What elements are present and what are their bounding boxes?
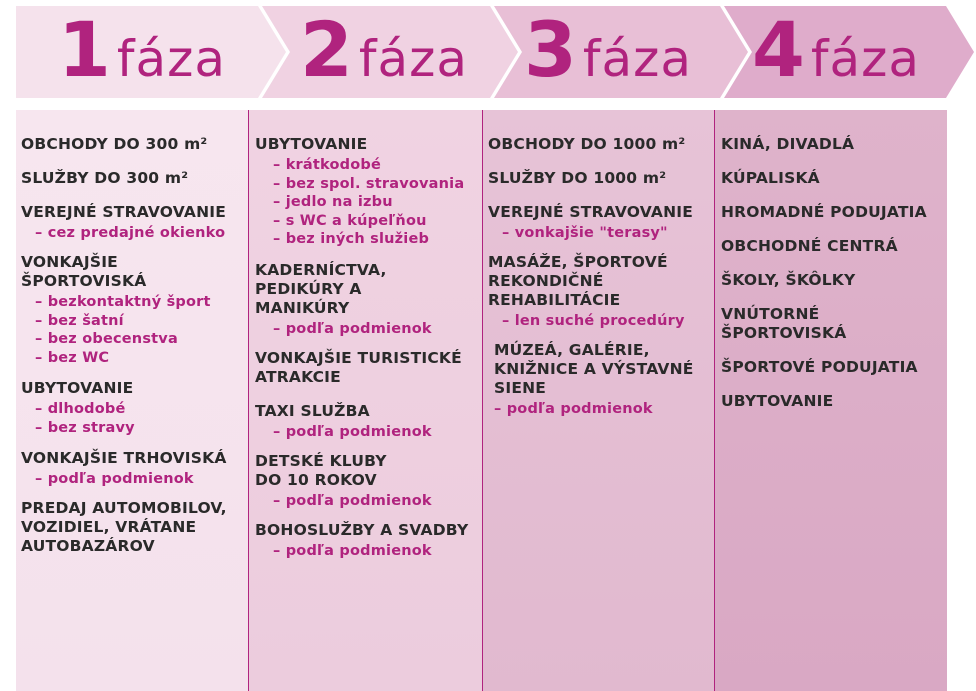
condition-item: – bez iných služieb	[273, 231, 430, 247]
phase-word: fáza	[810, 30, 921, 88]
phase-number: 3	[524, 5, 575, 94]
condition-item: – bez spol. stravovania	[273, 175, 465, 192]
phase-word: fáza	[358, 30, 469, 88]
phase-word: fáza	[582, 30, 693, 88]
condition-item: – bez stravy	[35, 419, 135, 436]
condition-list	[488, 224, 714, 243]
condition-list	[255, 542, 482, 561]
condition-item: – len suché procedúry	[502, 313, 685, 329]
category-title: ŠKOLY, ŠKÔLKY	[721, 271, 856, 289]
condition-list	[21, 293, 248, 367]
condition-item: – bez obecenstva	[35, 331, 178, 347]
condition-list	[255, 156, 482, 249]
phase-header	[0, 0, 976, 98]
condition-item: – podľa podmienok	[35, 471, 194, 487]
category-title: VNÚTORNÉ ŠPORTOVISKÁ	[721, 305, 847, 342]
condition-item: – krátkodobé	[273, 157, 381, 173]
category-title: PREDAJ AUTOMOBILOV, VOZIDIEL, VRÁTANE AUTOBAZÁROV	[21, 499, 227, 555]
condition-list	[21, 470, 248, 489]
column-divider	[482, 110, 483, 691]
category-title: UBYTOVANIE	[721, 392, 834, 410]
condition-list	[488, 312, 714, 331]
category-title: SLUŽBY DO 1000 m²	[488, 169, 667, 187]
category-title: VONKAJŠIE TURISTICKÉ ATRAKCIE	[255, 348, 462, 386]
condition-list	[255, 320, 482, 339]
phase-3-title	[524, 5, 693, 94]
category-title: MASÁŽE, ŠPORTOVÉ REKONDIČNÉ REHABILITÁCIE	[488, 253, 668, 309]
condition-item: – bez šatní	[35, 312, 124, 329]
category-title: VONKAJŠIE TRHOVISKÁ	[21, 449, 227, 467]
category-title: OBCHODY DO 1000 m²	[488, 135, 686, 153]
category-title: UBYTOVANIE	[21, 379, 134, 397]
phase-word: fáza	[116, 30, 227, 88]
column-divider	[714, 110, 715, 691]
condition-item: – jedlo na izbu	[273, 194, 393, 210]
category-title: HROMADNÉ PODUJATIA	[721, 203, 927, 221]
category-title: MÚZEÁ, GALÉRIE, KNIŽNICE A VÝSTAVNÉ SIENE	[494, 341, 694, 397]
category-title: OBCHODNÉ CENTRÁ	[721, 237, 898, 255]
condition-item: – dlhodobé	[35, 401, 126, 417]
phase-2-title	[300, 5, 469, 94]
phase-number: 2	[300, 5, 351, 94]
category-title: VEREJNÉ STRAVOVANIE	[21, 203, 226, 221]
condition-item: – podľa podmienok	[494, 401, 653, 417]
phase-number: 1	[58, 5, 109, 94]
category-title: KINÁ, DIVADLÁ	[721, 135, 855, 153]
phase-4-title	[752, 5, 921, 94]
condition-item: – podľa podmienok	[273, 492, 432, 509]
category-title: SLUŽBY DO 300 m²	[21, 169, 189, 187]
phase-1-column	[16, 110, 248, 691]
phase-number: 4	[752, 5, 803, 94]
category-title: TAXI SLUŽBA	[255, 401, 370, 420]
phase-1-title	[58, 5, 227, 94]
condition-item: – s WC a kúpeľňou	[273, 212, 427, 229]
condition-item: – podľa podmienok	[273, 423, 432, 440]
category-title: KADERNÍCTVA, PEDIKÚRY A MANIKÚRY	[255, 260, 387, 317]
condition-item: – cez predajné okienko	[35, 225, 226, 241]
condition-list	[21, 224, 248, 243]
category-title: VONKAJŠIE ŠPORTOVISKÁ	[21, 253, 147, 290]
condition-list	[255, 492, 482, 511]
phase-2-column	[249, 110, 482, 691]
condition-list	[488, 400, 714, 419]
category-title: UBYTOVANIE	[255, 135, 368, 153]
category-title: KÚPALISKÁ	[721, 169, 820, 187]
condition-item: – podľa podmienok	[273, 542, 432, 559]
category-title: DETSKÉ KLUBY DO 10 ROKOV	[255, 451, 387, 489]
phase-4-column	[715, 110, 947, 691]
category-title: VEREJNÉ STRAVOVANIE	[488, 203, 693, 221]
condition-item: – vonkajšie "terasy"	[502, 225, 668, 241]
category-title: ŠPORTOVÉ PODUJATIA	[721, 358, 918, 376]
phase-3-column	[483, 110, 714, 691]
category-title: OBCHODY DO 300 m²	[21, 135, 208, 153]
condition-item: – bezkontaktný šport	[35, 294, 211, 310]
condition-item: – podľa podmienok	[273, 320, 432, 337]
column-divider	[248, 110, 249, 691]
condition-item: – bez WC	[35, 349, 110, 366]
condition-list	[255, 423, 482, 442]
category-title: BOHOSLUŽBY A SVADBY	[255, 520, 469, 539]
condition-list	[21, 400, 248, 437]
